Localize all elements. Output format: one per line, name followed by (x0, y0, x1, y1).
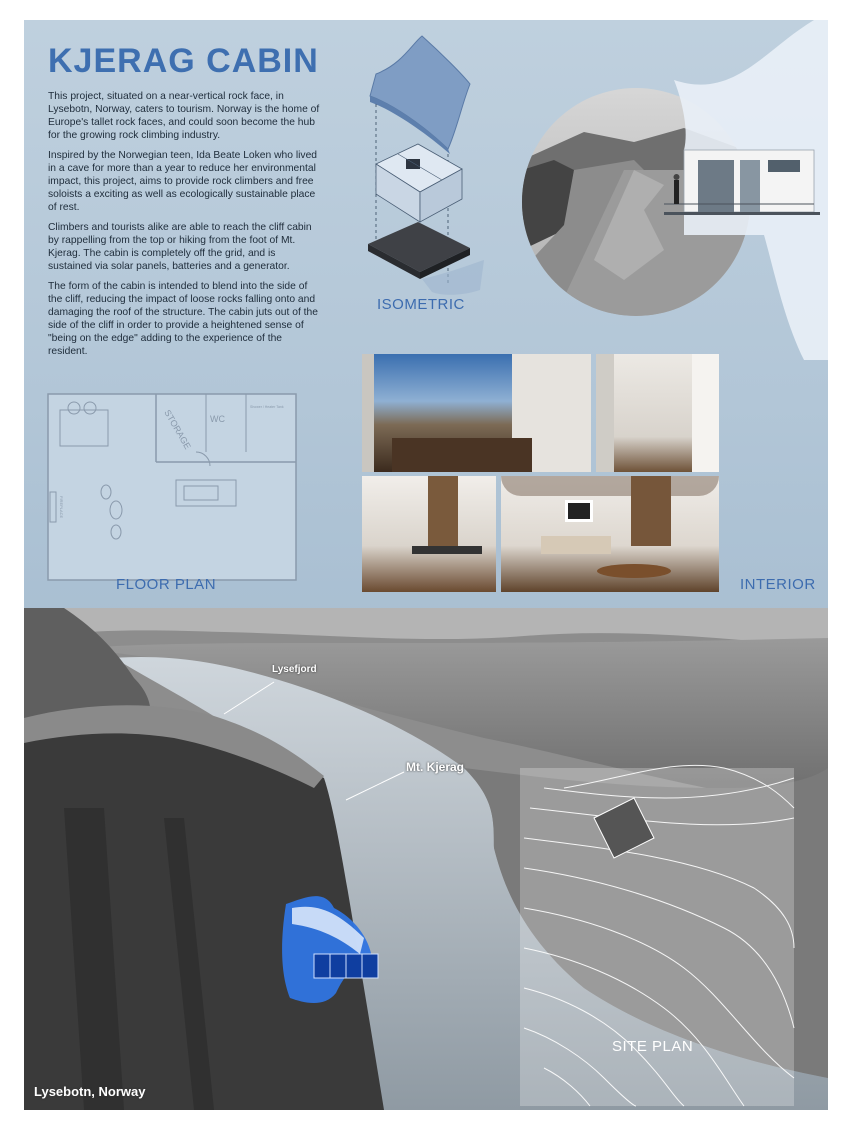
interior-render-bedroom-view (362, 354, 591, 472)
interior-render-hallway (596, 354, 719, 472)
description-paragraph-1: This project, situated on a near-vertical rock face, in Lysebotn, Norway, caters to tourism. Norway is the home of Europe's tallet rock faces, and could soon become the hub for the growing rock climbing industry. (48, 91, 320, 141)
interior-label: INTERIOR (740, 576, 816, 593)
cabin-exterior-render (514, 20, 828, 360)
poster-board (24, 20, 828, 1110)
description-paragraph-2: Inspired by the Norwegian teen, Ida Beate Loken who lived in a cave for more than a year to reduce her environmental impact, this project, aims to provide rock climbers and free soloists a exciting as well as ecologically sustainable place of rest. (48, 150, 318, 213)
location-caption: Lysebotn, Norway (34, 1084, 146, 1099)
floor-plan-fireplace-text: FIREPLACE (59, 496, 64, 519)
isometric-drawing (362, 34, 502, 304)
lysefjord-caption: Lysefjord (272, 664, 317, 675)
floor-plan-shower-text: Shower / Heater Tank (250, 405, 284, 409)
project-description (48, 90, 320, 365)
site-plan-label: SITE PLAN (612, 1038, 694, 1055)
isometric-label: ISOMETRIC (377, 296, 465, 313)
floor-plan-drawing (46, 392, 298, 582)
mt-kjerag-caption: Mt. Kjerag (406, 760, 465, 774)
description-paragraph-4: The form of the cabin is intended to blend into the side of the cliff, reducing the impact of loose rocks falling onto and damaging the roof of the structure. The cabin juts out of the side of the cliff in order to provide a heightened sense of "being on the edge" adding to the experience of the resident. (48, 281, 318, 357)
floor-plan-wc-text: WC (210, 414, 225, 424)
interior-render-living (501, 476, 719, 592)
description-paragraph-3: Climbers and tourists alike are able to reach the cliff cabin by rappelling from the top or hiking from the foot of Mt. Kjerag. The cabin is completely off the grid, and is sustained via solar panels, batteries and a generator. (48, 222, 312, 272)
page-title: KJERAG CABIN (48, 42, 319, 80)
lysefjord-landscape-photo (24, 608, 828, 1110)
floor-plan-label: FLOOR PLAN (116, 576, 217, 593)
floor-plan-storage-text: STORAGE (162, 408, 193, 451)
interior-render-dining (362, 476, 496, 592)
